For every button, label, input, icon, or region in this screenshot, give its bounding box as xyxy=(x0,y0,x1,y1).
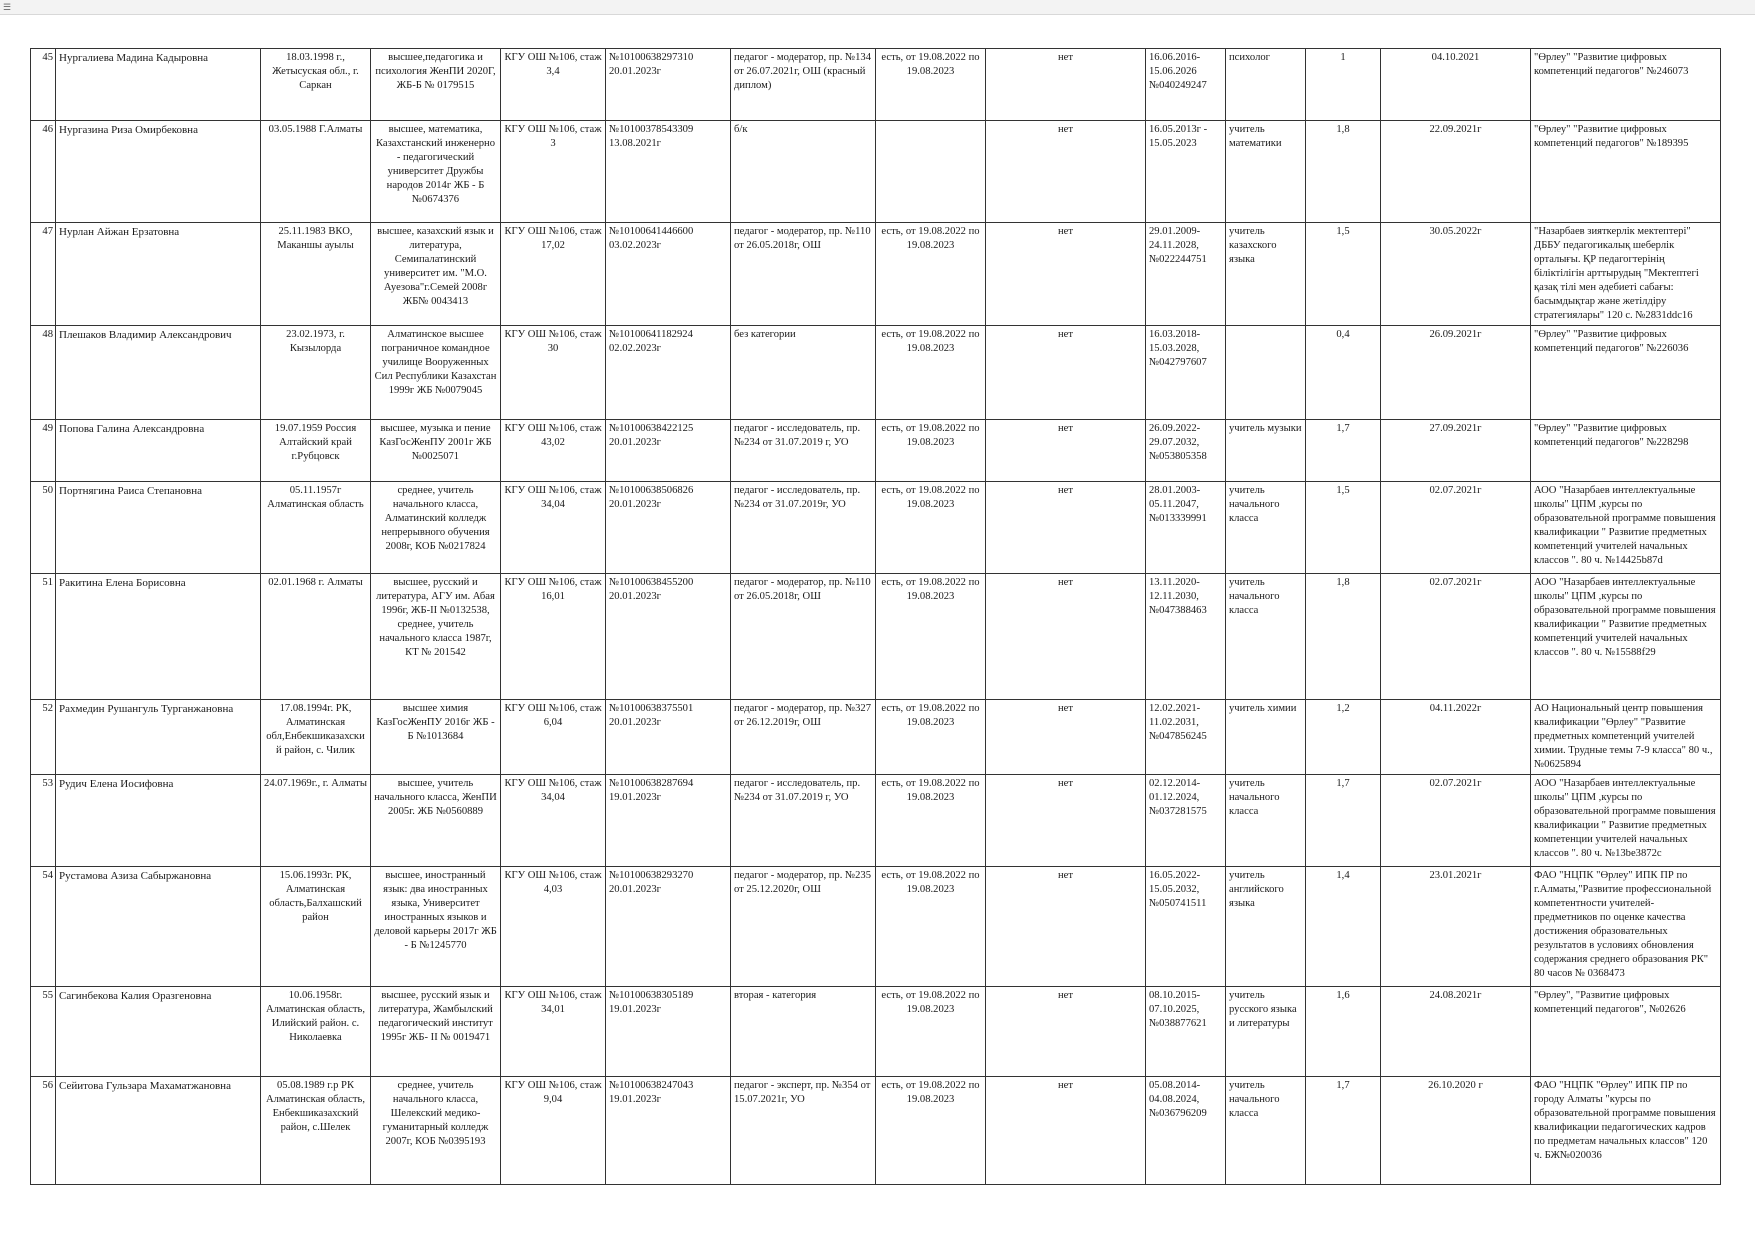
school-experience: КГУ ОШ №106, стаж 34,04 xyxy=(501,775,606,867)
teacher-name: Сагинбекова Калия Оразгеновна xyxy=(56,987,261,1077)
courses: АОО "Назарбаев интеллектуальные школы" ЦПМ ,курсы по образовательной программе повышения квалификации " Развитие предметных компетенций учителей начальных классов ". 80 ч. №15588f29 xyxy=(1531,574,1721,700)
document-number: №10100638422125 20.01.2023г xyxy=(606,420,731,482)
document-number: №10100638293270 20.01.2023г xyxy=(606,867,731,987)
school-experience: КГУ ОШ №106, стаж 3 xyxy=(501,121,606,223)
course-date: 26.09.2021г xyxy=(1381,326,1531,420)
course-date: 02.07.2021г xyxy=(1381,482,1531,574)
row-number: 54 xyxy=(31,867,56,987)
certificate: есть, от 19.08.2022 по 19.08.2023 xyxy=(876,49,986,121)
course-date: 23.01.2021г xyxy=(1381,867,1531,987)
teacher-name: Сейитова Гульзара Махаматжановна xyxy=(56,1077,261,1185)
school-experience: КГУ ОШ №106, стаж 34,04 xyxy=(501,482,606,574)
row-number: 56 xyxy=(31,1077,56,1185)
courses: АОО "Назарбаев интеллектуальные школы" ЦПМ ,курсы по образовательной программе повышения квалификации " Развитие предметных компетенций учителей начальных классов ". 80 ч. №14425b87d xyxy=(1531,482,1721,574)
extra-flag: нет xyxy=(986,987,1146,1077)
row-number: 47 xyxy=(31,223,56,326)
document-number: №10100641182924 02.02.2023г xyxy=(606,326,731,420)
workload: 1,4 xyxy=(1306,867,1381,987)
table-row xyxy=(31,223,1721,326)
table-row xyxy=(31,326,1721,420)
education: высшее, иностранный язык: два иностранных языка, Университет иностранных языков и деловой карьеры 2017г ЖБ - Б №1245770 xyxy=(371,867,501,987)
position xyxy=(1226,326,1306,420)
teacher-name: Нурлан Айжан Ерзатовна xyxy=(56,223,261,326)
teacher-name: Нургалиева Мадина Кадыровна xyxy=(56,49,261,121)
position: психолог xyxy=(1226,49,1306,121)
education: Алматинское высшее пограничное командное училище Вооруженных Сил Республики Казахстан 1999г ЖБ №0079045 xyxy=(371,326,501,420)
certificate: есть, от 19.08.2022 по 19.08.2023 xyxy=(876,867,986,987)
workload: 1,7 xyxy=(1306,420,1381,482)
birth-info: 15.06.1993г. РК, Алматинская область,Балхашский район xyxy=(261,867,371,987)
courses: АО Национальный центр повышения квалификации "Өрлеу" "Развитие предметных компетенций учителей химии. Трудные темы 7-9 класса" 80 ч., №0625894 xyxy=(1531,700,1721,775)
birth-info: 03.05.1988 Г.Алматы xyxy=(261,121,371,223)
certificate-period: 13.11.2020- 12.11.2030, №047388463 xyxy=(1146,574,1226,700)
certificate: есть, от 19.08.2022 по 19.08.2023 xyxy=(876,987,986,1077)
school-experience: КГУ ОШ №106, стаж 4,03 xyxy=(501,867,606,987)
workload: 1 xyxy=(1306,49,1381,121)
school-experience: КГУ ОШ №106, стаж 3,4 xyxy=(501,49,606,121)
birth-info: 05.11.1957г Алматинская область xyxy=(261,482,371,574)
certificate-period: 16.05.2013г - 15.05.2023 xyxy=(1146,121,1226,223)
qualification-category: педагог - исследователь, пр.№234 от 31.07.2019 г, УО xyxy=(731,420,876,482)
table-row xyxy=(31,700,1721,775)
position: учитель английского языка xyxy=(1226,867,1306,987)
certificate: есть, от 19.08.2022 по 19.08.2023 xyxy=(876,775,986,867)
education: высшее химия КазГосЖенПУ 2016г ЖБ - Б №1013684 xyxy=(371,700,501,775)
course-date: 30.05.2022г xyxy=(1381,223,1531,326)
extra-flag: нет xyxy=(986,574,1146,700)
birth-info: 25.11.1983 ВКО, Маканшы ауылы xyxy=(261,223,371,326)
workload: 1,5 xyxy=(1306,223,1381,326)
course-date: 26.10.2020 г xyxy=(1381,1077,1531,1185)
education: высшее, русский и литература, АГУ им. Абая 1996г, ЖБ-II №0132538, среднее, учитель начального класса 1987г, КТ № 201542 xyxy=(371,574,501,700)
course-date: 04.11.2022г xyxy=(1381,700,1531,775)
workload: 0,4 xyxy=(1306,326,1381,420)
extra-flag: нет xyxy=(986,775,1146,867)
row-number: 48 xyxy=(31,326,56,420)
teacher-name: Попова Галина Александровна xyxy=(56,420,261,482)
school-experience: КГУ ОШ №106, стаж 34,01 xyxy=(501,987,606,1077)
row-number: 55 xyxy=(31,987,56,1077)
qualification-category: педагог - модератор, пр. №235 от 25.12.2020г, ОШ xyxy=(731,867,876,987)
birth-info: 10.06.1958г. Алматинская область, Илийский район. с. Николаевка xyxy=(261,987,371,1077)
education: высшее, казахский язык и литература, Семипалатинский университет им. "М.О. Ауезова"г.Семей 2008г ЖБ№ 0043413 xyxy=(371,223,501,326)
certificate: есть, от 19.08.2022 по 19.08.2023 xyxy=(876,700,986,775)
row-number: 51 xyxy=(31,574,56,700)
staff-table-sheet xyxy=(30,48,1720,1185)
school-experience: КГУ ОШ №106, стаж 16,01 xyxy=(501,574,606,700)
courses: ФАО "НЦПК "Өрлеу" ИПК ПР по г.Алматы,"Развитие профессиональной компетентности учителей-предметников по оценке качества достижения образовательных результатов в условиях обновления содержания среднего образования РК" 80 часов № 0368473 xyxy=(1531,867,1721,987)
extra-flag: нет xyxy=(986,326,1146,420)
qualification-category: педагог - эксперт, пр. №354 от 15.07.2021г, УО xyxy=(731,1077,876,1185)
qualification-category: педагог - модератор, пр. №110 от 26.05.2018г, ОШ xyxy=(731,574,876,700)
education: высшее, музыка и пение КазГосЖенПУ 2001г ЖБ №0025071 xyxy=(371,420,501,482)
teacher-name: Рахмедин Рушангуль Турганжановна xyxy=(56,700,261,775)
certificate-period: 08.10.2015- 07.10.2025, №038877621 xyxy=(1146,987,1226,1077)
certificate xyxy=(876,121,986,223)
table-row xyxy=(31,867,1721,987)
courses: "Өрлеу" "Развитие цифровых компетенций педагогов" №189395 xyxy=(1531,121,1721,223)
certificate-period: 28.01.2003- 05.11.2047, №013339991 xyxy=(1146,482,1226,574)
birth-info: 18.03.1998 г., Жетысуская обл., г. Саркан xyxy=(261,49,371,121)
extra-flag: нет xyxy=(986,867,1146,987)
courses: "Өрлеу" "Развитие цифровых компетенций педагогов" №228298 xyxy=(1531,420,1721,482)
education: высшее, русский язык и литература, Жамбылский педагогический институт 1995г ЖБ- II № 0019471 xyxy=(371,987,501,1077)
row-number: 53 xyxy=(31,775,56,867)
courses: ФАО "НЦПК "Өрлеу" ИПК ПР по городу Алматы "курсы по образовательной программе повышения квалификации педагогических кадров по предметам начальных классов" 120 ч. БЖ№020036 xyxy=(1531,1077,1721,1185)
position: учитель начального класса xyxy=(1226,775,1306,867)
position: учитель химии xyxy=(1226,700,1306,775)
certificate-period: 16.03.2018- 15.03.2028, №042797607 xyxy=(1146,326,1226,420)
workload: 1,5 xyxy=(1306,482,1381,574)
course-date: 02.07.2021г xyxy=(1381,574,1531,700)
school-experience: КГУ ОШ №106, стаж 9,04 xyxy=(501,1077,606,1185)
extra-flag: нет xyxy=(986,49,1146,121)
position: учитель казахского языка xyxy=(1226,223,1306,326)
document-number: №10100378543309 13.08.2021г xyxy=(606,121,731,223)
education: среднее, учитель начального класса, Шелекский медико-гуманитарный колледж 2007г, КОБ №0395193 xyxy=(371,1077,501,1185)
document-number: №10100638287694 19.01.2023г xyxy=(606,775,731,867)
row-number: 45 xyxy=(31,49,56,121)
education: высшее, учитель начального класса, ЖенПИ 2005г. ЖБ №0560889 xyxy=(371,775,501,867)
extra-flag: нет xyxy=(986,1077,1146,1185)
staff-table xyxy=(30,48,1721,1185)
table-row xyxy=(31,775,1721,867)
birth-info: 19.07.1959 Россия Алтайский край г.Рубцовск xyxy=(261,420,371,482)
table-row xyxy=(31,987,1721,1077)
teacher-name: Плешаков Владимир Александрович xyxy=(56,326,261,420)
certificate: есть, от 19.08.2022 по 19.08.2023 xyxy=(876,482,986,574)
birth-info: 24.07.1969г., г. Алматы xyxy=(261,775,371,867)
certificate-period: 05.08.2014- 04.08.2024, №036796209 xyxy=(1146,1077,1226,1185)
document-number: №10100638247043 19.01.2023г xyxy=(606,1077,731,1185)
school-experience: КГУ ОШ №106, стаж 30 xyxy=(501,326,606,420)
position: учитель начального класса xyxy=(1226,1077,1306,1185)
workload: 1,7 xyxy=(1306,1077,1381,1185)
birth-info: 02.01.1968 г. Алматы xyxy=(261,574,371,700)
workload: 1,7 xyxy=(1306,775,1381,867)
row-number: 50 xyxy=(31,482,56,574)
qualification-category: педагог - модератор, пр. №110 от 26.05.2018г, ОШ xyxy=(731,223,876,326)
menu-icon[interactable]: ☰ xyxy=(3,2,12,12)
table-row xyxy=(31,1077,1721,1185)
row-number: 52 xyxy=(31,700,56,775)
certificate-period: 16.05.2022- 15.05.2032, №050741511 xyxy=(1146,867,1226,987)
school-experience: КГУ ОШ №106, стаж 43,02 xyxy=(501,420,606,482)
course-date: 02.07.2021г xyxy=(1381,775,1531,867)
extra-flag: нет xyxy=(986,223,1146,326)
position: учитель русского языка и литературы xyxy=(1226,987,1306,1077)
table-row xyxy=(31,574,1721,700)
qualification-category: педагог - модератор, пр. №134 от 26.07.2021г, ОШ (красный диплом) xyxy=(731,49,876,121)
certificate-period: 02.12.2014- 01.12.2024, №037281575 xyxy=(1146,775,1226,867)
teacher-name: Рудич Елена Иосифовна xyxy=(56,775,261,867)
teacher-name: Нургазина Риза Омирбековна xyxy=(56,121,261,223)
workload: 1,2 xyxy=(1306,700,1381,775)
certificate: есть, от 19.08.2022 по 19.08.2023 xyxy=(876,420,986,482)
teacher-name: Ракитина Елена Борисовна xyxy=(56,574,261,700)
courses: "Өрлеу" "Развитие цифровых компетенций педагогов" №226036 xyxy=(1531,326,1721,420)
table-row xyxy=(31,49,1721,121)
position: учитель математики xyxy=(1226,121,1306,223)
table-row xyxy=(31,420,1721,482)
document-number: №10100638455200 20.01.2023г xyxy=(606,574,731,700)
extra-flag: нет xyxy=(986,482,1146,574)
viewer-toolbar xyxy=(0,0,1755,15)
certificate: есть, от 19.08.2022 по 19.08.2023 xyxy=(876,326,986,420)
document-number: №10100638375501 20.01.2023г xyxy=(606,700,731,775)
workload: 1,8 xyxy=(1306,574,1381,700)
courses: "Назарбаев зияткерлік мектептері" ДББУ педагогикалық шеберлік орталығы. ҚР педагогтерінің біліктілігін арттырудың "Мектептегі қазақ тілі мен әдебиеті сабағы: басымдықтар және жетілдіру стратегиялары" 120 с. №2831ddc16 xyxy=(1531,223,1721,326)
qualification-category: без категории xyxy=(731,326,876,420)
position: учитель музыки xyxy=(1226,420,1306,482)
position: учитель начального класса xyxy=(1226,574,1306,700)
row-number: 49 xyxy=(31,420,56,482)
qualification-category: педагог - модератор, пр. №327 от 26.12.2019г, ОШ xyxy=(731,700,876,775)
certificate: есть, от 19.08.2022 по 19.08.2023 xyxy=(876,574,986,700)
position: учитель начального класса xyxy=(1226,482,1306,574)
certificate-period: 26.09.2022- 29.07.2032, №053805358 xyxy=(1146,420,1226,482)
school-experience: КГУ ОШ №106, стаж 6,04 xyxy=(501,700,606,775)
course-date: 24.08.2021г xyxy=(1381,987,1531,1077)
course-date: 22.09.2021г xyxy=(1381,121,1531,223)
extra-flag: нет xyxy=(986,420,1146,482)
row-number: 46 xyxy=(31,121,56,223)
extra-flag: нет xyxy=(986,121,1146,223)
document-number: №10100638506826 20.01.2023г xyxy=(606,482,731,574)
workload: 1,8 xyxy=(1306,121,1381,223)
birth-info: 05.08.1989 г.р РК Алматинская область, Енбекшиказахский район, с.Шелек xyxy=(261,1077,371,1185)
school-experience: КГУ ОШ №106, стаж 17,02 xyxy=(501,223,606,326)
table-row xyxy=(31,121,1721,223)
document-number: №10100638297310 20.01.2023г xyxy=(606,49,731,121)
courses: "Өрлеу" "Развитие цифровых компетенций педагогов" №246073 xyxy=(1531,49,1721,121)
education: среднее, учитель начального класса, Алматинский колледж непрерывного обучения 2008г, КОБ №0217824 xyxy=(371,482,501,574)
table-row xyxy=(31,482,1721,574)
certificate-period: 12.02.2021- 11.02.2031, №047856245 xyxy=(1146,700,1226,775)
course-date: 04.10.2021 xyxy=(1381,49,1531,121)
workload: 1,6 xyxy=(1306,987,1381,1077)
teacher-name: Рустамова Азиза Сабыржановна xyxy=(56,867,261,987)
education: высшее, математика, Казахстанский инженерно - педагогический университет Дружбы народов 2014г ЖБ - Б №0674376 xyxy=(371,121,501,223)
certificate-period: 16.06.2016- 15.06.2026 №040249247 xyxy=(1146,49,1226,121)
qualification-category: б/к xyxy=(731,121,876,223)
education: высшее,педагогика и психология ЖенПИ 2020Г, ЖБ-Б № 0179515 xyxy=(371,49,501,121)
certificate: есть, от 19.08.2022 по 19.08.2023 xyxy=(876,223,986,326)
extra-flag: нет xyxy=(986,700,1146,775)
courses: "Өрлеу", "Развитие цифровых компетенций педагогов", №02626 xyxy=(1531,987,1721,1077)
certificate-period: 29.01.2009- 24.11.2028, №022244751 xyxy=(1146,223,1226,326)
course-date: 27.09.2021г xyxy=(1381,420,1531,482)
certificate: есть, от 19.08.2022 по 19.08.2023 xyxy=(876,1077,986,1185)
teacher-name: Портнягина Раиса Степановна xyxy=(56,482,261,574)
qualification-category: педагог - исследователь, пр.№234 от 31.07.2019 г, УО xyxy=(731,775,876,867)
courses: АОО "Назарбаев интеллектуальные школы" ЦПМ ,курсы по образовательной программе повышения квалификации " Развитие предметных компетенции учителей начальных классов ". 80 ч. №13be3872c xyxy=(1531,775,1721,867)
qualification-category: педагог - исследователь, пр.№234 от 31.07.2019г, УО xyxy=(731,482,876,574)
qualification-category: вторая - категория xyxy=(731,987,876,1077)
birth-info: 23.02.1973, г. Кызылорда xyxy=(261,326,371,420)
document-number: №10100641446600 03.02.2023г xyxy=(606,223,731,326)
document-number: №10100638305189 19.01.2023г xyxy=(606,987,731,1077)
birth-info: 17.08.1994г. РК, Алматинская обл,Енбекшиказахский район, с. Чилик xyxy=(261,700,371,775)
